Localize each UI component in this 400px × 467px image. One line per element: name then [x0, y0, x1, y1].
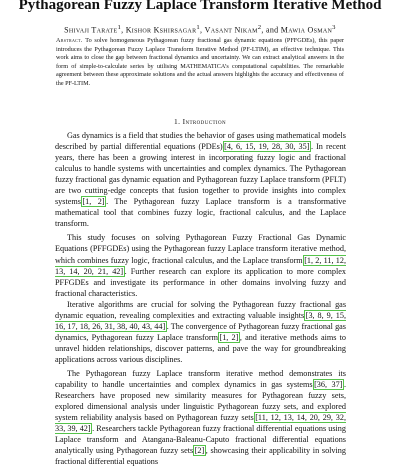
- paragraph-text: . Researchers tackle Pythagorean fuzzy fractional differential equations using Laplace transform and Atangana-Baleanu-Caputo fractional differential equations analytically using Pythagorean fuzzy sets: [55, 424, 346, 456]
- paragraph-text: . In recent years, there has been a growing interest in incorporating fuzzy logic and fractional calculus to handle systems with uncertainties and complex dynamics. The Pythagorean fuzzy fractional gas dynamic equation and Pythagorean fuzzy Laplace transform (PFLT) are two cutting-edge concepts that fusion together to provide insights into complex systems: [55, 142, 346, 207]
- author-name: Mawia Osman: [280, 25, 333, 35]
- author-line: Shivaji Tarate$^1$, Kishor Kshirsagar$^1$, Vasant Nikam$^2$, and Mawia Osman$^3$: [64, 24, 336, 35]
- paragraph: [55, 232, 346, 298]
- author-affiliation-mark: 3: [332, 24, 336, 31]
- paragraph-text: . Further research can explore its application to more complex PFFGDEs and investigate its performance in other domains involving fuzzy and fractional characteristics.: [55, 266, 346, 298]
- paragraph: [55, 368, 346, 467]
- abstract-text: To solve homogeneous Pythagorean fuzzy fractional gas dynamic equations (PFFGDEs), this paper introduces the Pythagorean Fuzzy Laplace Transform Iterative Method (PF-LTIM), an effective technique. This work aims to close the gap between fractional dynamics and uncertainty. We can extract analytical answers in the form of simple-to-calculate series by utilising MATHEMATICA’s computational capabilities. The remarkable agreement between these approximate solutions and the actual answers highlights the accuracy and effectiveness of the PF-LTIM.: [56, 37, 344, 87]
- paragraph-text: , showcasing their applicability in solving fractional differential equations: [55, 446, 346, 467]
- citation-link[interactable]: [3, 8, 9, 15, 16, 17, 18, 26, 31, 38, 40, 43, 44]: [55, 310, 346, 331]
- author-name: Kishor Kshirsagar: [125, 25, 197, 35]
- citation-link[interactable]: [1, 2, 11, 12, 13, 14, 20, 21, 42]: [55, 255, 346, 276]
- paragraph-text: Gas dynamics is a field that studies the behavior of gases using mathematical models described by partial differential equations (PDEs): [55, 131, 346, 152]
- paragraph-text: . Researchers have proposed new similarity measures for Pythagorean fuzzy sets, explored dimensional analysis under linguistic Pythagorean fuzzy sets, and explored system reliability analysis based on Pythagorean fuzzy sets: [55, 380, 346, 423]
- paper-title: Pythagorean Fuzzy Laplace Transform Iterative Method: [18, 0, 382, 13]
- section-title: Introduction: [182, 117, 226, 126]
- body-text: [55, 130, 346, 467]
- citation-link[interactable]: [1, 2]: [219, 332, 239, 342]
- paragraph: [55, 130, 346, 229]
- paragraph: [55, 299, 346, 365]
- paragraph-text: . The Pythagorean fuzzy Laplace transform is a transformative mathematical tool that combines fuzzy logic, fractional calculus, and the Laplace transform.: [55, 197, 346, 229]
- section-heading: [0, 117, 400, 127]
- author-affiliation-mark: 1: [117, 24, 122, 31]
- section-number: 1.: [174, 117, 181, 126]
- citation-link[interactable]: [4, 6, 15, 19, 28, 30, 35]: [224, 142, 310, 152]
- paragraph-text: This study focuses on solving Pythagorean Fuzzy Fractional Gas Dynamic Equations (PFFGDEs) using the Pythagorean fuzzy Laplace transform iterative method, which combines fuzzy logic, fractional calculus, and the Laplace transform: [55, 233, 346, 265]
- paragraph-text: Iterative algorithms are crucial for solving the Pythagorean fuzzy fractional gas dynamic equation, revealing complexities and extracting valuable insights: [55, 299, 346, 320]
- paragraph-text: . The convergence of Pythagorean fuzzy fractional gas dynamics, Pythagorean fuzzy Laplace transform: [55, 321, 346, 342]
- paragraph-text: , and iterative methods aims to unravel hidden relationships, discover patterns, and pave the way for groundbreaking applications across various disciplines.: [55, 332, 347, 364]
- citation-link[interactable]: [36, 37]: [314, 380, 343, 390]
- paragraph-text: The Pythagorean fuzzy Laplace transform iterative method demonstrates its capability to handle uncertainties and complex dynamics in gas systems: [55, 368, 346, 390]
- author-affiliation-mark: 1: [196, 24, 201, 31]
- author-name: Shivaji Tarate: [64, 25, 118, 35]
- abstract: [56, 37, 344, 89]
- citation-link[interactable]: [1, 2]: [82, 197, 105, 207]
- citation-link[interactable]: [2]: [194, 446, 205, 456]
- citation-link[interactable]: [11, 12, 13, 14, 20, 29, 32, 33, 39, 42]: [55, 413, 346, 434]
- abstract-label: Abstract.: [56, 37, 83, 44]
- author-name: Vasant Nikam: [204, 25, 258, 35]
- author-affiliation-mark: 2: [257, 24, 262, 31]
